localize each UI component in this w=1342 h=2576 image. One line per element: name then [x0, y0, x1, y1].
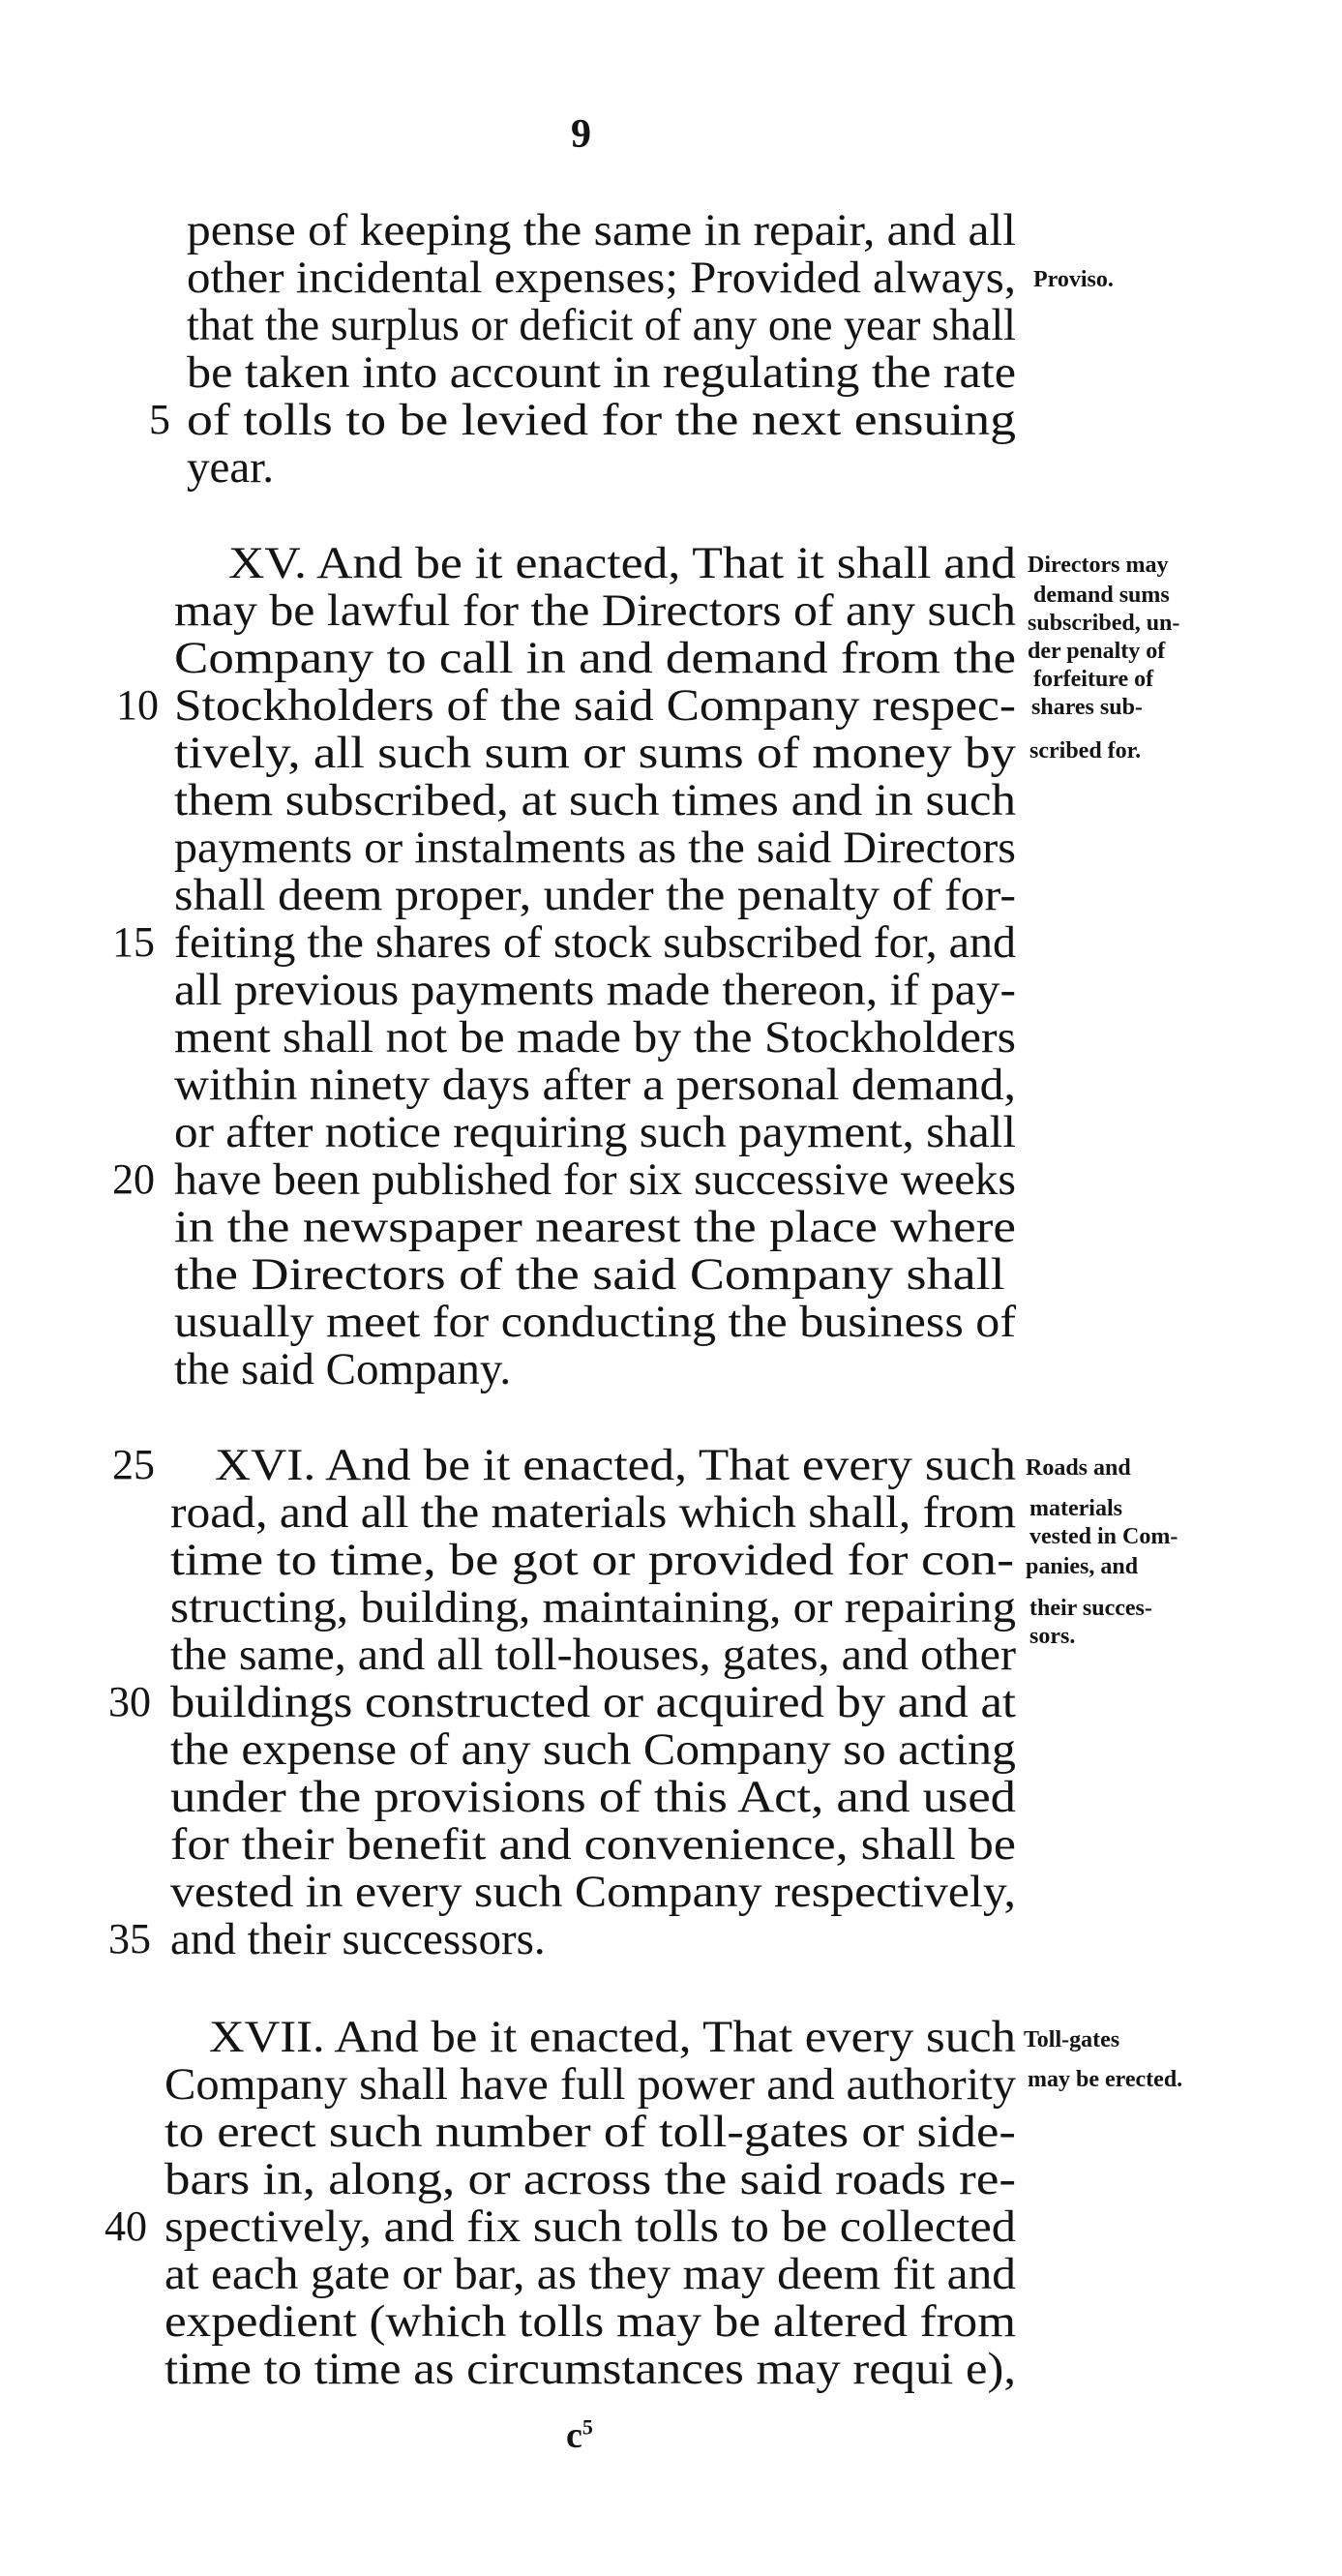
text-line: and their successors. [170, 1914, 546, 1964]
text-line: may be lawful for the Directors of any such [174, 585, 1016, 636]
text-line: usually meet for conducting the business of [174, 1297, 1016, 1347]
page-number: 9 [571, 112, 591, 157]
line-number: 5 [149, 396, 170, 443]
text-line: that the surplus or deficit of any one year shall [187, 300, 1016, 350]
text-line: structing, building, maintaining, or repairing [170, 1582, 1016, 1632]
text-line: ment shall not be made by the Stockholders [174, 1012, 1016, 1063]
marginal-note: demand sums [1033, 583, 1170, 608]
line-number: 35 [108, 1915, 151, 1962]
marginal-note: their succes- [1029, 1596, 1152, 1621]
text-line: of tolls to be levied for the next ensuing [187, 395, 1016, 445]
text-line: spectively, and fix such tolls to be collected [164, 2202, 1016, 2252]
text-line: other incidental expenses; Provided always, [187, 253, 1016, 303]
text-line: buildings constructed or acquired by and at [170, 1677, 1016, 1727]
marginal-note: materials [1029, 1496, 1122, 1521]
text-line: at each gate or bar, as they may deem fit and [164, 2249, 1016, 2299]
marginal-note: panies, and [1026, 1554, 1139, 1579]
marginal-note: Directors may [1028, 553, 1169, 578]
text-line: them subscribed, at such times and in such [174, 775, 1016, 825]
text-line: feiting the shares of stock subscribed for, and [174, 917, 1016, 968]
text-line: road, and all the materials which shall, from [170, 1487, 1016, 1538]
marginal-note: Toll-gates [1024, 2027, 1120, 2052]
text-line: time to time as circumstances may requi e), [164, 2344, 1016, 2394]
text-line: Company shall have full power and authority [164, 2059, 1016, 2110]
text-line: the expense of any such Company so acting [170, 1724, 1016, 1775]
section-heading-line: XV. And be it enacted, That it shall and [228, 538, 1016, 588]
text-line: have been published for six successive weeks [174, 1154, 1016, 1205]
text-line: to erect such number of toll-gates or side- [164, 2107, 1016, 2157]
text-line: time to time, be got or provided for con- [170, 1535, 1015, 1585]
text-line: pense of keeping the same in repair, and all [187, 205, 1016, 255]
marginal-note: der penalty of [1028, 639, 1166, 664]
text-line: bars in, along, or across the said roads re- [164, 2154, 1016, 2204]
marginal-note: shares sub- [1031, 695, 1143, 720]
line-number: 30 [108, 1678, 151, 1725]
text-line: within ninety days after a personal demand, [174, 1060, 1016, 1110]
text-line: all previous payments made thereon, if pay- [174, 965, 1016, 1015]
text-line: for their benefit and convenience, shall be [170, 1819, 1016, 1870]
text-line: the Directors of the said Company shall [174, 1249, 1005, 1300]
section-heading-line: XVI. And be it enacted, That every such [215, 1440, 1016, 1490]
line-number: 40 [104, 2202, 147, 2250]
marginal-note: subscribed, un- [1028, 611, 1180, 636]
text-line: vested in every such Company respectively, [170, 1867, 1016, 1917]
text-line: Company to call in and demand from the [174, 633, 1016, 683]
marginal-note: scribed for. [1029, 738, 1142, 764]
marginal-note: Proviso. [1033, 267, 1114, 292]
line-number: 15 [112, 918, 155, 966]
signature-mark: $c^5$ [566, 2414, 593, 2456]
marginal-note: vested in Com- [1029, 1524, 1178, 1549]
marginal-note: may be erected. [1028, 2067, 1183, 2092]
marginal-note: forfeiture of [1033, 667, 1154, 692]
text-line: or after notice requiring such payment, shall [174, 1107, 1016, 1157]
text-line: the said Company. [174, 1344, 512, 1394]
text-line: in the newspaper nearest the place where [174, 1202, 1016, 1252]
line-number: 20 [112, 1155, 155, 1203]
text-line: expedient (which tolls may be altered from [164, 2296, 1016, 2347]
text-line: the same, and all toll-houses, gates, and other [170, 1630, 1016, 1680]
text-line: be taken into account in regulating the rate [187, 347, 1016, 398]
line-number: 10 [116, 681, 159, 729]
section-heading-line: XVII. And be it enacted, That every such [209, 2012, 1016, 2062]
line-number: 25 [112, 1441, 155, 1488]
text-line: tively, all such sum or sums of money by [174, 728, 1016, 778]
text-line: under the provisions of this Act, and used [170, 1772, 1016, 1822]
text-line: Stockholders of the said Company respec- [174, 680, 1016, 731]
marginal-note: sors. [1029, 1624, 1076, 1649]
marginal-note: Roads and [1026, 1455, 1131, 1481]
text-line: year. [187, 442, 275, 493]
text-line: payments or instalments as the said Directors [174, 823, 1016, 873]
text-line: shall deem proper, under the penalty of for- [174, 870, 1016, 920]
